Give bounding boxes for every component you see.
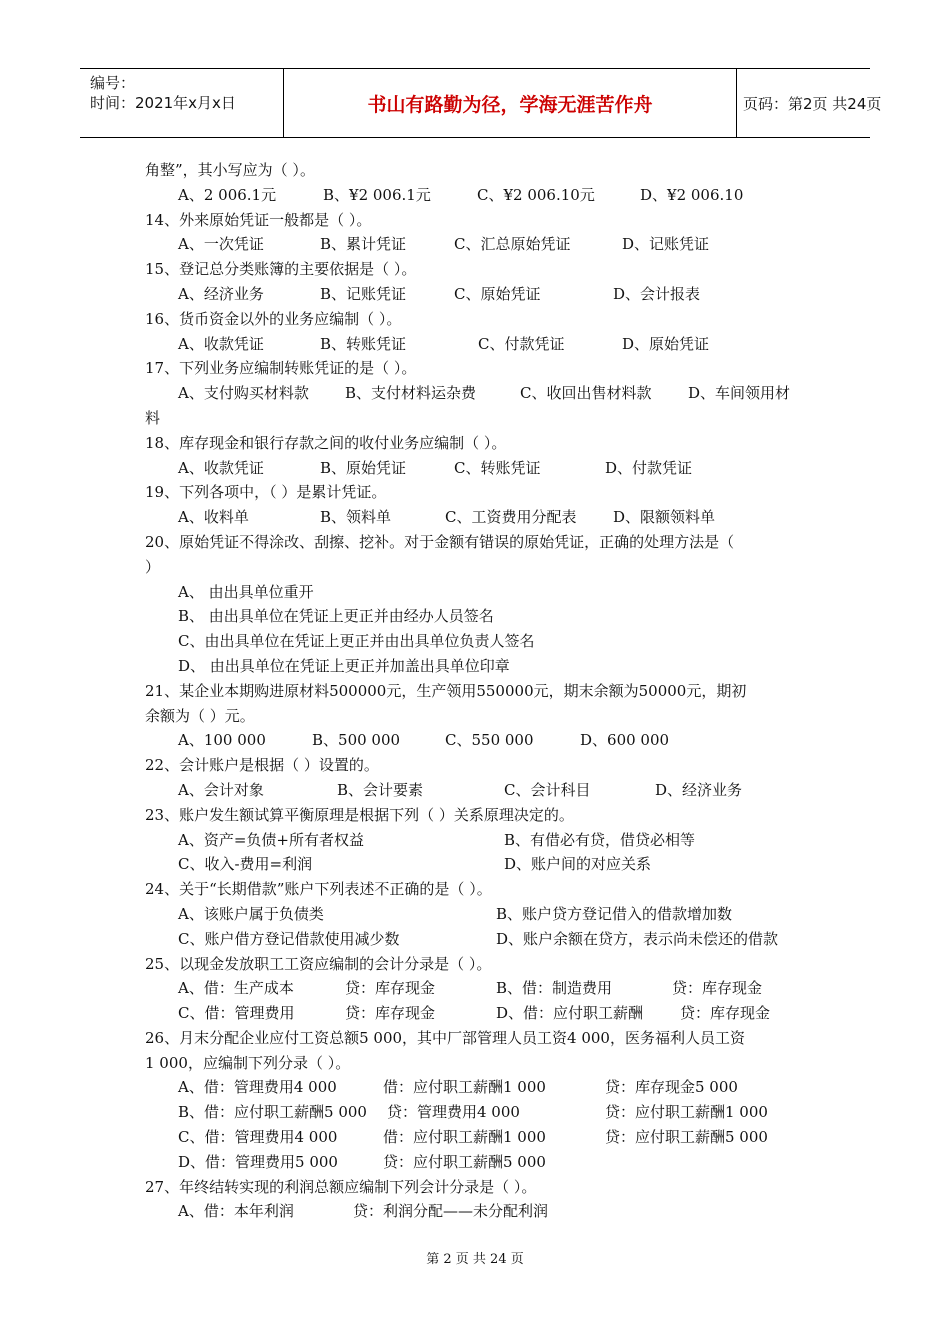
- header-motto: 书山有路勤为径，学海无涯苦作舟: [367, 93, 653, 116]
- text-segment: 23、账户发生额试算平衡原理是根据下列（ ）关系原理决定的。: [145, 805, 574, 824]
- text-segment: A、一次凭证: [178, 235, 264, 254]
- text-segment: B、¥2 006.1元: [323, 185, 431, 204]
- text-segment: B、记账凭证: [320, 284, 407, 303]
- text-segment: 16、货币资金以外的业务应编制（ ）。: [145, 309, 402, 328]
- text-segment: C、¥2 006.10元: [477, 185, 595, 204]
- text-segment: D、限额领料单: [613, 508, 716, 527]
- text-segment: 27、年终结转实现的利润总额应编制下列会计分录是（ ）。: [145, 1177, 537, 1196]
- text-segment: A、收料单: [178, 508, 249, 527]
- header-page-cell: [737, 69, 882, 137]
- text-segment: D、借：管理费用5 000: [178, 1152, 338, 1171]
- document-date: 时间：2021年x月x日: [90, 94, 236, 112]
- text-segment: 18、库存现金和银行存款之间的收付业务应编制（ ）。: [145, 433, 507, 452]
- text-segment: 19、下列各项中，（ ）是累计凭证。: [145, 483, 387, 502]
- text-line: [0, 257, 950, 282]
- text-line: [0, 1150, 950, 1175]
- text-segment: A、 由出具单位重开: [178, 582, 314, 601]
- text-line: [0, 480, 950, 505]
- text-segment: B、领料单: [320, 508, 392, 527]
- text-segment: B、转账凭证: [320, 334, 407, 353]
- text-segment: 借：应付职工薪酬1 000: [383, 1078, 546, 1097]
- text-segment: B、 由出具单位在凭证上更正并由经办人员签名: [178, 607, 494, 626]
- text-segment: B、借：应付职工薪酬5 000: [178, 1103, 367, 1122]
- text-segment: C、账户借方登记借款使用减少数: [178, 929, 400, 948]
- text-line: [0, 604, 950, 629]
- text-line: [0, 976, 950, 1001]
- text-segment: D、经济业务: [655, 780, 743, 799]
- header-motto-cell: [284, 69, 737, 137]
- text-segment: A、2 006.1元: [178, 185, 277, 204]
- text-segment: 贷：库存现金: [680, 1004, 771, 1023]
- text-line: [0, 803, 950, 828]
- text-line: [0, 183, 950, 208]
- text-segment: D、账户余额在贷方，表示尚未偿还的借款: [496, 929, 779, 948]
- text-line: [0, 778, 950, 803]
- text-line: [0, 654, 950, 679]
- text-line: [0, 679, 950, 704]
- text-segment: D、600 000: [580, 731, 670, 750]
- text-segment: 14、外来原始凭证一般都是（ ）。: [145, 210, 372, 229]
- text-segment: C、付款凭证: [478, 334, 565, 353]
- text-segment: D、付款凭证: [605, 458, 693, 477]
- text-segment: B、会计要素: [337, 780, 424, 799]
- text-segment: A、借：本年利润: [178, 1202, 294, 1221]
- text-line: [0, 728, 950, 753]
- text-line: [0, 952, 950, 977]
- text-segment: B、累计凭证: [320, 235, 407, 254]
- text-segment: B、借：制造费用: [496, 979, 613, 998]
- header-meta: [80, 69, 284, 137]
- text-segment: C、工资费用分配表: [445, 508, 577, 527]
- text-line: [0, 406, 950, 431]
- text-line: [0, 1075, 950, 1100]
- text-segment: C、借：管理费用4 000: [178, 1128, 338, 1147]
- question-body: [0, 158, 950, 1224]
- text-line: [0, 456, 950, 481]
- text-segment: 15、登记总分类账簿的主要依据是（ ）。: [145, 260, 417, 279]
- text-line: [0, 1175, 950, 1200]
- text-line: [0, 232, 950, 257]
- page-header: [80, 68, 882, 138]
- text-segment: D、车间领用材: [688, 384, 791, 403]
- text-line: [0, 158, 950, 183]
- text-segment: 贷：管理费用4 000: [387, 1103, 520, 1122]
- text-line: [0, 505, 950, 530]
- text-segment: C、收入-费用=利润: [178, 855, 313, 874]
- text-segment: 贷：库存现金5 000: [605, 1078, 738, 1097]
- text-segment: D、¥2 006.10: [640, 185, 744, 204]
- text-line: [0, 877, 950, 902]
- text-line: [0, 852, 950, 877]
- text-segment: D、记账凭证: [622, 235, 710, 254]
- text-segment: 21、某企业本期购进原材料500000元，生产领用550000元，期末余额为50000元，期初: [145, 681, 747, 700]
- document-number: 编号：: [90, 74, 136, 92]
- text-segment: 贷：利润分配——未分配利润: [353, 1202, 549, 1221]
- text-segment: 24、关于“长期借款”账户下列表述不正确的是（ ）。: [145, 880, 492, 899]
- text-line: [0, 208, 950, 233]
- text-segment: 借：应付职工薪酬1 000: [383, 1128, 546, 1147]
- text-line: [0, 431, 950, 456]
- text-segment: A、资产=负债+所有者权益: [178, 830, 364, 849]
- text-line: [0, 356, 950, 381]
- text-line: [0, 381, 950, 406]
- text-segment: A、100 000: [178, 731, 266, 750]
- text-segment: 17、下列业务应编制转账凭证的是（ ）。: [145, 359, 417, 378]
- text-segment: C、会计科目: [504, 780, 591, 799]
- text-line: [0, 828, 950, 853]
- text-segment: 贷：库存现金: [345, 979, 436, 998]
- text-segment: ）: [145, 557, 161, 576]
- text-segment: C、550 000: [445, 731, 534, 750]
- text-segment: D、借：应付职工薪酬: [496, 1004, 644, 1023]
- text-segment: D、原始凭证: [622, 334, 710, 353]
- text-line: [0, 580, 950, 605]
- text-segment: B、有借必有贷，借贷必相等: [504, 830, 696, 849]
- text-segment: 贷：应付职工薪酬5 000: [383, 1152, 546, 1171]
- text-line: [0, 927, 950, 952]
- text-segment: A、该账户属于负债类: [178, 904, 324, 923]
- text-line: [0, 530, 950, 555]
- text-segment: B、500 000: [312, 731, 401, 750]
- header-page-number: 页码：第2页 共24页: [743, 94, 882, 113]
- text-line: [0, 1100, 950, 1125]
- text-segment: 角整”，其小写应为（ ）。: [145, 161, 315, 179]
- text-line: [0, 555, 950, 580]
- text-segment: C、由出具单位在凭证上更正并由出具单位负责人签名: [178, 632, 535, 651]
- text-segment: 25、以现金发放职工工资应编制的会计分录是（ ）。: [145, 954, 492, 973]
- text-segment: B、账户贷方登记借入的借款增加数: [496, 904, 733, 923]
- text-segment: A、支付购买材料款: [178, 384, 309, 403]
- text-segment: 22、会计账户是根据（ ）设置的。: [145, 756, 379, 775]
- text-segment: D、会计报表: [613, 284, 701, 303]
- text-segment: B、支付材料运杂费: [345, 384, 477, 403]
- text-segment: 20、原始凭证不得涂改、刮擦、挖补。对于金额有错误的原始凭证，正确的处理方法是（: [145, 532, 735, 551]
- text-segment: 贷：库存现金: [672, 979, 763, 998]
- text-segment: 贷：库存现金: [345, 1004, 436, 1023]
- text-line: [0, 282, 950, 307]
- text-line: [0, 902, 950, 927]
- text-line: [0, 307, 950, 332]
- text-segment: A、经济业务: [178, 284, 264, 303]
- text-segment: C、借：管理费用: [178, 1004, 295, 1023]
- text-segment: 料: [145, 408, 161, 427]
- text-segment: 贷：应付职工薪酬1 000: [605, 1103, 768, 1122]
- text-segment: A、借：生产成本: [178, 979, 294, 998]
- text-segment: D、账户间的对应关系: [504, 855, 652, 874]
- text-line: [0, 753, 950, 778]
- text-segment: A、会计对象: [178, 780, 264, 799]
- text-segment: D、 由出具单位在凭证上更正并加盖出具单位印章: [178, 656, 510, 675]
- text-line: [0, 1001, 950, 1026]
- text-segment: C、汇总原始凭证: [454, 235, 571, 254]
- text-segment: 贷：应付职工薪酬5 000: [605, 1128, 768, 1147]
- text-line: [0, 332, 950, 357]
- text-line: [0, 1051, 950, 1076]
- text-segment: 26、月末分配企业应付工资总额5 000，其中厂部管理人员工资4 000，医务福利人员工资: [145, 1028, 745, 1047]
- text-line: [0, 629, 950, 654]
- text-line: [0, 1026, 950, 1051]
- text-segment: A、收款凭证: [178, 334, 264, 353]
- text-line: [0, 704, 950, 729]
- text-line: [0, 1199, 950, 1224]
- text-segment: C、收回出售材料款: [520, 384, 652, 403]
- text-segment: 1 000，应编制下列分录（ ）。: [145, 1053, 351, 1072]
- text-segment: C、转账凭证: [454, 458, 541, 477]
- text-segment: 余额为（ ）元。: [145, 706, 255, 725]
- text-segment: A、收款凭证: [178, 458, 264, 477]
- page-footer: 第 2 页 共 24 页: [426, 1252, 524, 1267]
- text-segment: C、原始凭证: [454, 284, 541, 303]
- text-line: [0, 1125, 950, 1150]
- text-segment: A、借：管理费用4 000: [178, 1078, 337, 1097]
- text-segment: B、原始凭证: [320, 458, 407, 477]
